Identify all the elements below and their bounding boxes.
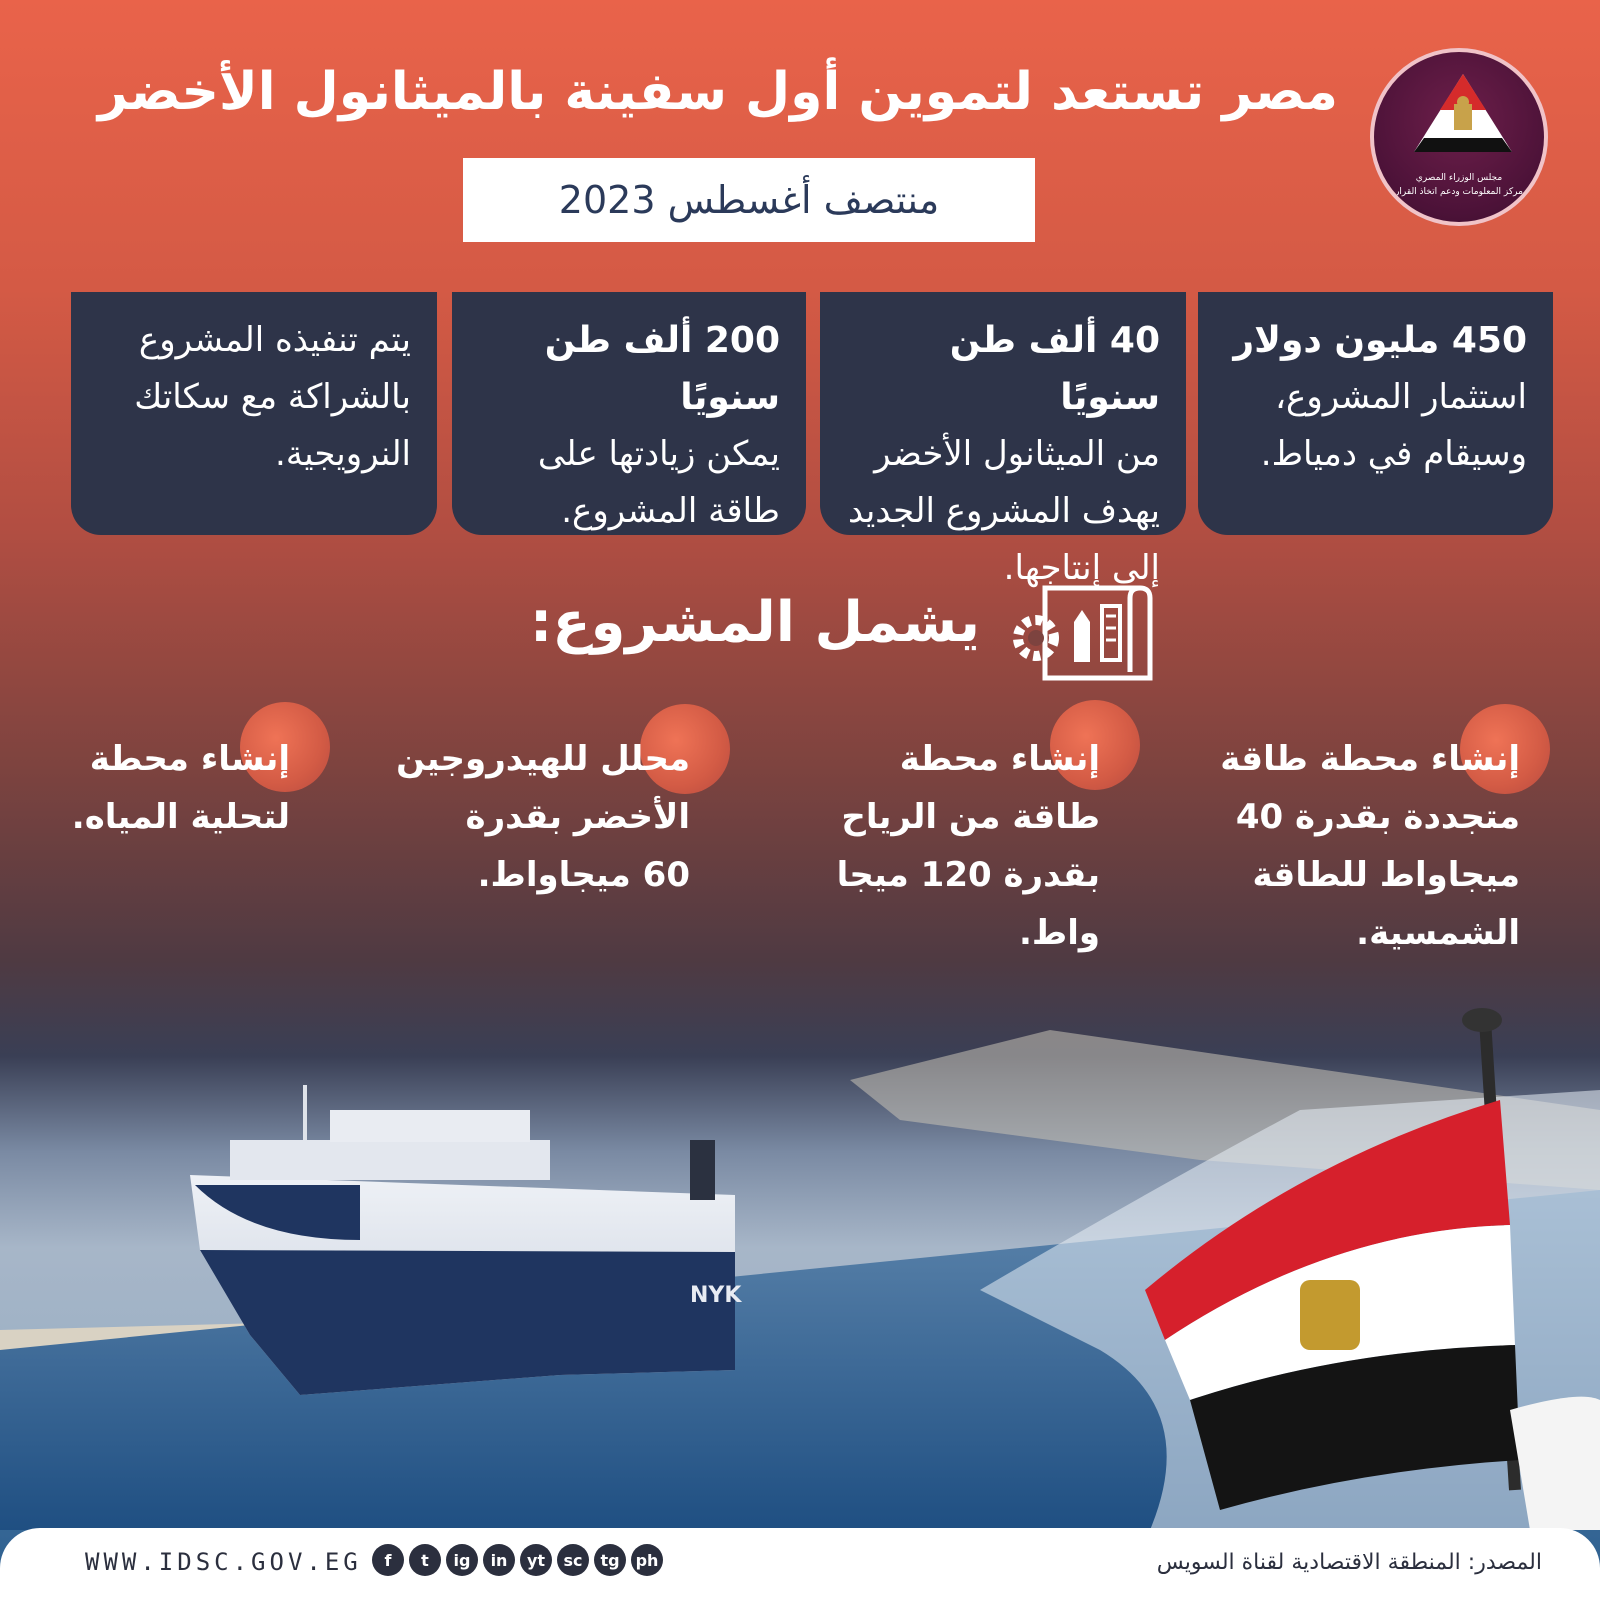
item-line: لتحلية المياه. <box>71 797 290 837</box>
item-line: 60 ميجاواط. <box>477 855 690 895</box>
telegram-icon[interactable]: tg <box>594 1544 626 1576</box>
item-line: ميجاواط للطاقة <box>1252 855 1520 895</box>
item-solar <box>1180 730 1520 962</box>
source-text: المصدر: المنطقة الاقتصادية لقناة السويس <box>1156 1550 1542 1575</box>
facebook-icon[interactable]: f <box>372 1544 404 1576</box>
item-desalination <box>60 730 290 846</box>
page-title: مصر تستعد لتموين أول سفينة بالميثانول الأخضر <box>97 62 1338 122</box>
date-text: منتصف أغسطس 2023 <box>558 178 940 222</box>
card-line: يمكن زيادتها على <box>537 434 780 474</box>
item-line: بقدرة 120 ميجا <box>836 855 1100 895</box>
svg-text:NYK: NYK <box>690 1283 742 1308</box>
footer <box>0 1528 1600 1600</box>
card-head: 200 ألف طن سنويًا <box>544 320 780 418</box>
date-box <box>463 158 1035 242</box>
card-line: استثمار المشروع، <box>1275 377 1527 417</box>
section-title: يشمل المشروع: <box>529 590 980 655</box>
soundcloud-icon[interactable]: sc <box>557 1544 589 1576</box>
idsc-logo <box>1370 48 1548 226</box>
card-head: 450 مليون دولار <box>1233 320 1527 361</box>
item-line: إنشاء محطة <box>89 739 290 779</box>
card-line: يهدف المشروع الجديد <box>847 491 1160 531</box>
card-line: من الميثانول الأخضر <box>874 434 1160 474</box>
card-partnership <box>71 292 437 535</box>
item-wind <box>800 730 1100 962</box>
linkedin-icon[interactable]: in <box>483 1544 515 1576</box>
item-line: إنشاء محطة <box>899 739 1100 779</box>
section-header <box>529 580 1160 690</box>
item-line: محلل للهيدروجين <box>396 739 690 779</box>
card-investment <box>1198 292 1553 535</box>
item-line: طاقة من الرياح <box>841 797 1100 837</box>
egypt-eagle-pyramid-icon <box>1374 52 1548 226</box>
twitter-icon[interactable]: t <box>409 1544 441 1576</box>
phone-icon[interactable]: ph <box>631 1544 663 1576</box>
item-line: إنشاء محطة طاقة <box>1220 739 1520 779</box>
card-head: 40 ألف طن سنويًا <box>949 320 1160 418</box>
item-line: الأخضر بقدرة <box>465 797 690 837</box>
card-line: يتم تنفيذه المشروع <box>138 320 411 360</box>
instagram-icon[interactable]: ig <box>446 1544 478 1576</box>
website-link[interactable]: WWW.IDSC.GOV.EG <box>85 1548 362 1576</box>
card-capacity <box>452 292 806 535</box>
logo-line1: مجلس الوزراء المصري <box>1415 173 1503 183</box>
card-line: النرويجية. <box>275 434 411 474</box>
item-line: الشمسية. <box>1356 913 1520 953</box>
item-hydrogen <box>370 730 690 904</box>
item-line: متجددة بقدرة 40 <box>1235 797 1520 837</box>
ship-flag-photo <box>0 990 1600 1530</box>
card-line: إلى إنتاجها. <box>1003 548 1160 588</box>
card-line: وسيقام في دمياط. <box>1260 434 1527 474</box>
logo-line2: مركز المعلومات ودعم اتخاذ القرار <box>1395 187 1523 197</box>
card-production <box>820 292 1186 588</box>
item-line: واط. <box>1018 913 1100 953</box>
social-icons <box>372 1544 663 1576</box>
blueprint-gear-icon <box>990 580 1160 690</box>
card-line: طاقة المشروع. <box>561 491 780 531</box>
card-line: بالشراكة مع سكاتك <box>134 377 411 417</box>
youtube-icon[interactable]: yt <box>520 1544 552 1576</box>
